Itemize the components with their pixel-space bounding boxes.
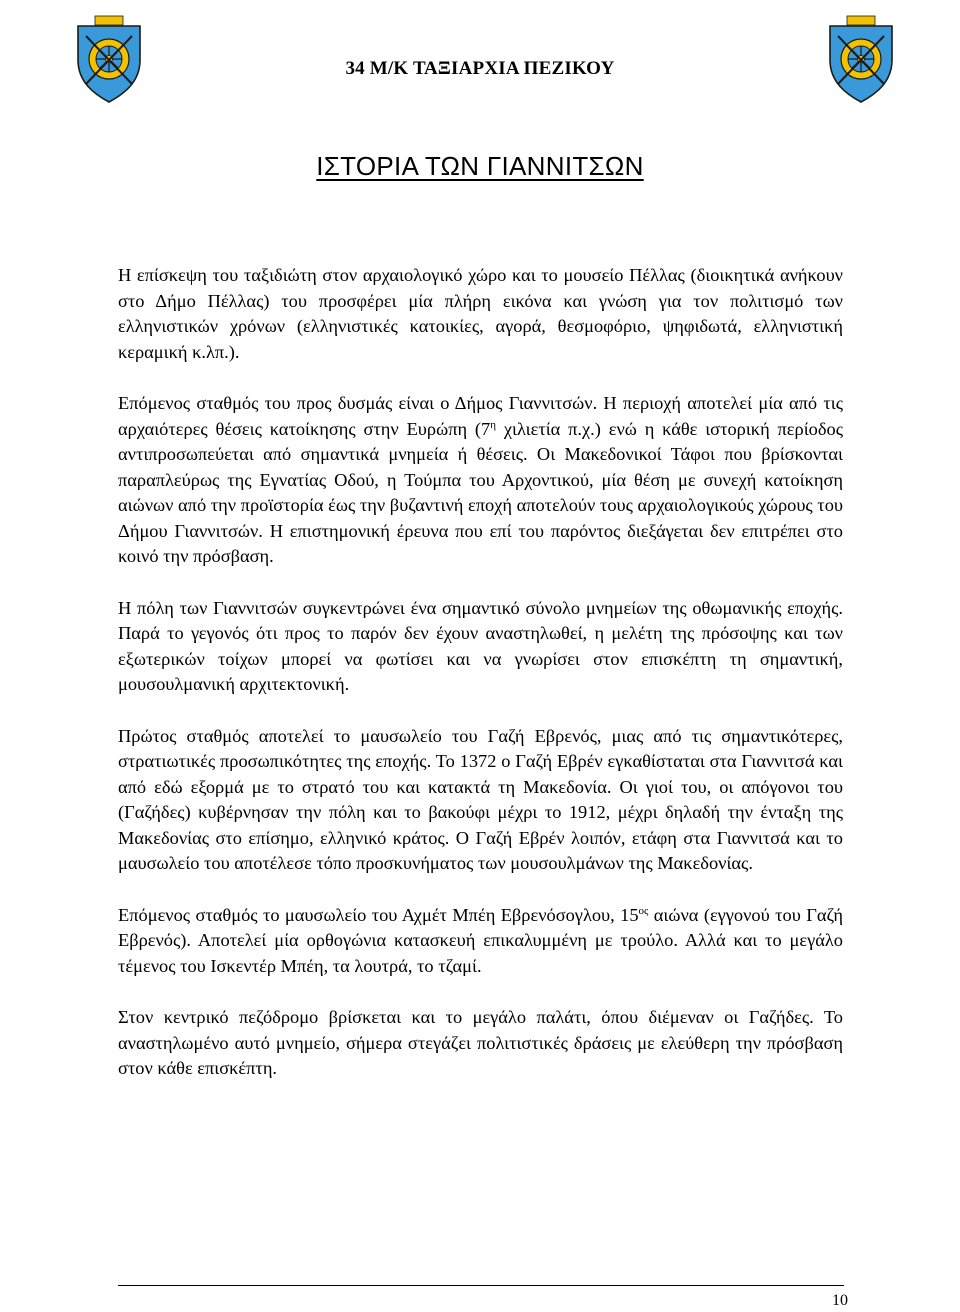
page-number: 10 <box>832 1292 848 1309</box>
superscript: η <box>490 418 497 431</box>
footer-divider <box>118 1285 844 1286</box>
paragraph-giannitsa-area <box>118 391 843 570</box>
superscript: ος <box>638 904 649 917</box>
document-title: ΙΣΤΟΡΙΑ ΤΩΝ ΓΙΑΝΝΙΤΣΩΝ <box>316 151 644 181</box>
brigade-shield-icon <box>826 14 896 104</box>
unit-title: 34 Μ/Κ ΤΑΞΙΑΡΧΙΑ ΠΕΖΙΚΟΥ <box>345 58 615 79</box>
paragraph-text: χιλιετία π.χ.) ενώ η κάθε ιστορική περίοδος αντιπροσωπεύεται από σημαντικά μνημεία ή θέσεις. Οι Μακεδονικοί Τάφοι που βρίσκονται παραπλεύρως της Εγνατίας Οδού, η Τούμπα του Αρχοντικού, μία θέση με συνεχή κατοίκηση αιώνων από την προϊστορία έως την βυζαντινή εποχή αποτελούν τους αρχαιολογικούς χώρους του Δήμου Γιαννιτσών. Η επιστημονική έρευνα που επί του παρόντος διεξάγεται δεν επιτρέπει στο κοινό την πρόσβαση. <box>118 418 843 566</box>
paragraph-gazi-evrenos: Πρώτος σταθμός αποτελεί το μαυσωλείο του Γαζή Εβρενός, μιας από τις σημαντικότερες, στρατιωτικές προσωπικότητες της εποχής. Το 1372 ο Γαζή Εβρέν εγκαθίσταται στα Γιαννιτσά και από εδώ εξορμά με το στρατό του και κατακτά τη Μακεδονία. Οι γιοί του, οι απόγονοι του (Γαζήδες) κυβέρνησαν την πόλη και το βακούφι μέχρι το 1912, μέχρι δηλαδή την ένταξη της Μακεδονίας στο επίσημο, ελληνικό κράτος. Ο Γαζή Εβρέν λοιπόν, ετάφη στα Γιαννιτσά και το μαυσωλείο του αποτέλεσε τόπο προσκυνήματος των μουσουλμάνων της Μακεδονίας. <box>118 725 843 873</box>
paragraph-text: αιώνα (εγγονού του Γαζή Εβρενός). Αποτελεί μία ορθογώνια κατασκευή επικαλυμμένη με τρούλο. Αλλά και το μεγάλο τέμενος του Ισκεντέρ Μπέη, τα λουτρά, το τζαμί. <box>118 904 843 976</box>
paragraph-ahmet-bey <box>118 903 843 980</box>
document-body <box>118 263 843 1108</box>
paragraph-palace: Στον κεντρικό πεζόδρομο βρίσκεται και το μεγάλο παλάτι, όπου διέμεναν οι Γαζήδες. Το αναστηλωμένο αυτό μνημείο, σήμερα στεγάζει πολιτιστικές δράσεις με ελεύθερη την πρόσβαση στον κάθε επισκέπτη. <box>118 1007 843 1078</box>
paragraph-text: Επόμενος σταθμός του προς δυσμάς είναι ο Δήμος Γιαννιτσών. Η περιοχή αποτελεί μία από τις αρχαιότερες θέσεις κατοίκησης στην Ευρώπη (7 <box>118 393 843 439</box>
paragraph-text: Επόμενος σταθμός το μαυσωλείο του Αχμέτ Μπέη Εβρενόσογλου, 15 <box>118 904 639 925</box>
paragraph-ottoman-monuments: Η πόλη των Γιαννιτσών συγκεντρώνει ένα σημαντικό σύνολο μνημείων της οθωμανικής εποχής. Παρά το γεγονός ότι προς το παρόν δεν έχουν αναστηλωθεί, η μελέτη της πρόσοψης και των εξωτερικών τοίχων μπορεί να φωτίσει και να γνωρίσει στον επισκέπτη τη σημαντική, μουσουλμανική αρχιτεκτονική. <box>118 597 843 694</box>
paragraph-pella: Η επίσκεψη του ταξιδιώτη στον αρχαιολογικό χώρο και το μουσείο Πέλλας (διοικητικά ανήκουν στο Δήμο Πέλλας) του προσφέρει μία πλήρη εικόνα και γνώση για τον πολιτισμό των ελληνιστικών χρόνων (ελληνιστικές κατοικίες, αγορά, θεσμοφόριο, ψηφιδωτά, ελληνιστική κεραμική κ.λπ.). <box>118 265 843 362</box>
brigade-emblem-right <box>826 14 896 104</box>
